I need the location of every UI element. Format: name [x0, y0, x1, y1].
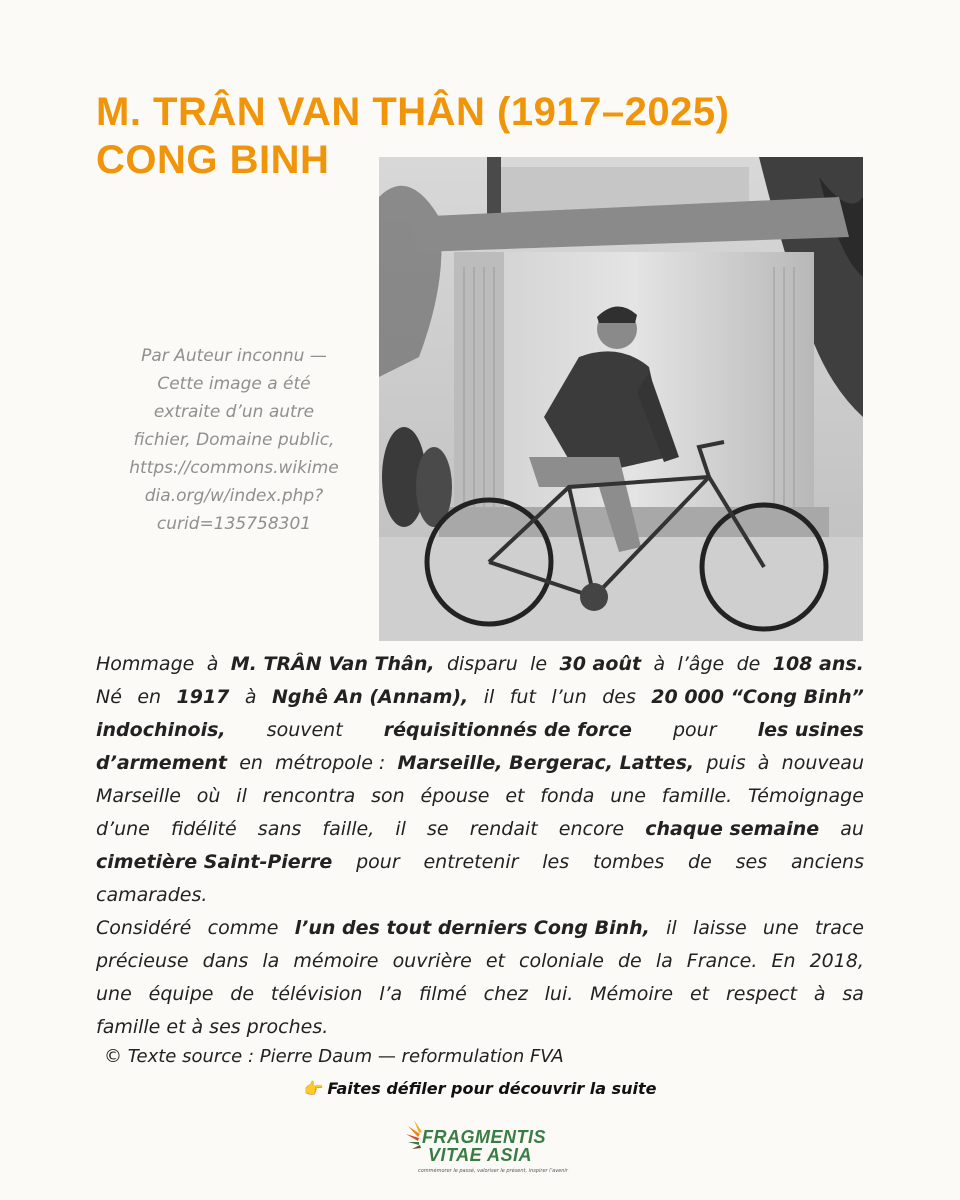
article-word: il	[236, 785, 247, 807]
article-word: et	[485, 950, 505, 972]
photo-credit	[110, 342, 358, 538]
article-emphasis: cimetière Saint-Pierre	[96, 851, 333, 873]
article-word: fut	[509, 686, 536, 708]
article-word: épouse	[420, 785, 490, 807]
article-word: la	[655, 950, 673, 972]
article-word: souvent	[266, 719, 343, 741]
article-word: la	[262, 950, 280, 972]
credit-line: Cette image a été	[157, 374, 311, 394]
article-word: à	[653, 653, 666, 675]
article-word: Hommage	[96, 653, 195, 675]
article-word: à	[813, 983, 826, 1005]
article-word: 2018,	[809, 950, 864, 972]
article-line	[96, 912, 864, 945]
article-word: nouveau	[781, 752, 864, 774]
article-word: en	[137, 686, 162, 708]
article-word: proches.	[246, 1016, 329, 1038]
article-word: filmé	[419, 983, 467, 1005]
scroll-hint	[0, 1075, 960, 1103]
article-line	[96, 846, 864, 879]
article-emphasis: réquisitionnés de force	[383, 719, 632, 741]
pointing-hand-icon: 👉	[303, 1079, 324, 1098]
title-line-1: M. TRÂN VAN THÂN (1917–2025)	[96, 90, 730, 134]
article-word: son	[371, 785, 405, 807]
article-word: de	[688, 851, 712, 873]
article-emphasis: 108 ans.	[772, 653, 864, 675]
credit-line: https://commons.wikime	[129, 458, 339, 478]
article-word: dans	[202, 950, 249, 972]
article-word: disparu	[446, 653, 518, 675]
article-word: ses	[735, 851, 768, 873]
article-word: au	[840, 818, 864, 840]
article-word: lui.	[544, 983, 574, 1005]
article-word: faille,	[322, 818, 375, 840]
article-word: à	[244, 686, 257, 708]
article-word: Considéré	[96, 917, 192, 939]
article-emphasis: l’un des tout derniers Cong Binh,	[294, 917, 650, 939]
article-word: une	[762, 917, 799, 939]
article-word: ses	[209, 1016, 241, 1038]
article-word: les	[542, 851, 570, 873]
article-emphasis: 20 000 “Cong Binh”	[651, 686, 864, 708]
article-word: sans	[257, 818, 302, 840]
article-word: d’une	[96, 818, 150, 840]
article-line	[96, 978, 864, 1011]
article-word: Né	[96, 686, 122, 708]
logo-line-1: FRAGMENTIS	[422, 1127, 546, 1147]
article-word: rendait	[469, 818, 538, 840]
article-word: télévision	[270, 983, 363, 1005]
article-word: famille	[96, 1016, 161, 1038]
article-word: entretenir	[423, 851, 519, 873]
article-line	[96, 1011, 864, 1044]
article-word: l’un	[551, 686, 587, 708]
credit-line: dia.org/w/index.php?	[144, 486, 324, 506]
article-word: pour	[356, 851, 400, 873]
article-word: se	[427, 818, 449, 840]
article-word: tombes	[592, 851, 665, 873]
credit-line: extraite d’un autre	[153, 402, 315, 422]
article-word: et	[689, 983, 710, 1005]
article-emphasis: 1917	[176, 686, 230, 708]
article-word: camarades.	[96, 884, 208, 906]
article-word: ouvrière	[392, 950, 472, 972]
portrait-photo	[379, 157, 863, 641]
article-word: Mémoire	[590, 983, 674, 1005]
scroll-hint-text: Faites défiler pour découvrir la suite	[327, 1079, 657, 1098]
article-word: France.	[686, 950, 758, 972]
article-emphasis: 30 août	[559, 653, 642, 675]
article-word: laisse	[692, 917, 747, 939]
article-word: sa	[842, 983, 864, 1005]
article-line	[96, 648, 864, 681]
article-word: à	[757, 752, 770, 774]
article-word: comme	[207, 917, 279, 939]
article-word: une	[96, 983, 132, 1005]
article-line	[96, 681, 864, 714]
article-word: des	[602, 686, 636, 708]
article-word: l’âge	[677, 653, 725, 675]
article-word: et	[166, 1016, 186, 1038]
article-line	[96, 714, 864, 747]
brand-logo	[404, 1110, 568, 1182]
article-word: chez	[483, 983, 528, 1005]
article-emphasis: les usines	[757, 719, 864, 741]
article-line	[96, 879, 864, 912]
article-word: coloniale	[519, 950, 604, 972]
article-line	[96, 747, 864, 780]
article-word: puis	[706, 752, 746, 774]
article-word: précieuse	[96, 950, 189, 972]
article-word: il	[395, 818, 406, 840]
article-word: il	[666, 917, 677, 939]
article-word: de	[736, 653, 761, 675]
article-body	[96, 648, 864, 1044]
article-line	[96, 813, 864, 846]
article-word: encore	[558, 818, 625, 840]
article-word: le	[530, 653, 548, 675]
article-word: à	[191, 1016, 204, 1038]
article-word: il	[483, 686, 495, 708]
article-emphasis: Nghê An (Annam),	[271, 686, 469, 708]
article-word: une	[610, 785, 646, 807]
article-word: pour	[672, 719, 717, 741]
credit-line: curid=135758301	[156, 514, 312, 534]
credit-line: fichier, Domaine public,	[133, 430, 335, 450]
article-line	[96, 780, 864, 813]
article-emphasis: indochinois,	[96, 719, 226, 741]
article-word: à	[206, 653, 219, 675]
article-word: rencontra	[262, 785, 356, 807]
article-emphasis: Marseille, Bergerac, Lattes,	[397, 752, 695, 774]
article-word: fidélité	[170, 818, 237, 840]
article-word: équipe	[148, 983, 214, 1005]
credit-line: Par Auteur inconnu —	[141, 346, 327, 366]
article-word: où	[196, 785, 221, 807]
article-word: métropole :	[275, 752, 386, 774]
article-word: Marseille	[96, 785, 181, 807]
article-word: l’a	[379, 983, 403, 1005]
article-emphasis: chaque semaine	[645, 818, 820, 840]
article-word: de	[618, 950, 642, 972]
article-line	[96, 945, 864, 978]
logo-line-2: VITAE ASIA	[428, 1145, 533, 1165]
article-word: famille.	[661, 785, 733, 807]
article-emphasis: M. TRÂN Van Thân,	[230, 653, 435, 675]
title-line-2: CONG BINH	[96, 138, 330, 182]
article-word: anciens	[790, 851, 864, 873]
article-word: Témoignage	[748, 785, 864, 807]
article-word: respect	[725, 983, 797, 1005]
logo-tagline: commémorer le passé, valoriser le présent, inspirer l’avenir	[418, 1168, 568, 1174]
article-emphasis: d’armement	[96, 752, 227, 774]
article-word: trace	[814, 917, 864, 939]
article-word: et	[505, 785, 525, 807]
article-word: en	[239, 752, 263, 774]
article-word: de	[230, 983, 255, 1005]
article-word: En	[771, 950, 796, 972]
article-word: mémoire	[293, 950, 379, 972]
article-word: fonda	[540, 785, 595, 807]
text-source: © Texte source : Pierre Daum — reformulation FVA	[104, 1046, 564, 1067]
